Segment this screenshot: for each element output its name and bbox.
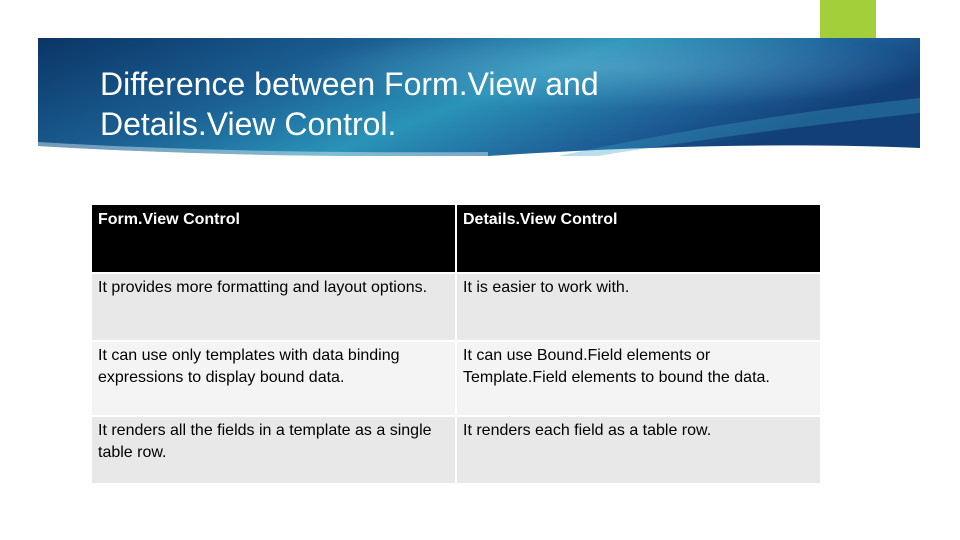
table-cell: It renders each field as a table row. bbox=[456, 416, 820, 484]
table-row bbox=[92, 416, 820, 484]
title-line-1: Difference between Form.View and bbox=[100, 66, 599, 102]
table-row bbox=[92, 341, 820, 416]
header-formview: Form.View Control bbox=[92, 205, 456, 273]
table-cell: It can use only templates with data binding expressions to display bound data. bbox=[92, 341, 456, 416]
table-cell: It renders all the fields in a template as a single table row. bbox=[92, 416, 456, 484]
table-cell: It provides more formatting and layout options. bbox=[92, 273, 456, 341]
comparison-table bbox=[92, 205, 820, 485]
table-row bbox=[92, 273, 820, 341]
table-cell: It is easier to work with. bbox=[456, 273, 820, 341]
title-line-2: Details.View Control. bbox=[100, 106, 397, 142]
page-title bbox=[100, 64, 880, 144]
header-detailsview: Details.View Control bbox=[456, 205, 820, 273]
table-header-row bbox=[92, 205, 820, 273]
title-banner bbox=[38, 38, 920, 156]
table-cell: It can use Bound.Field elements or Template.Field elements to bound the data. bbox=[456, 341, 820, 416]
